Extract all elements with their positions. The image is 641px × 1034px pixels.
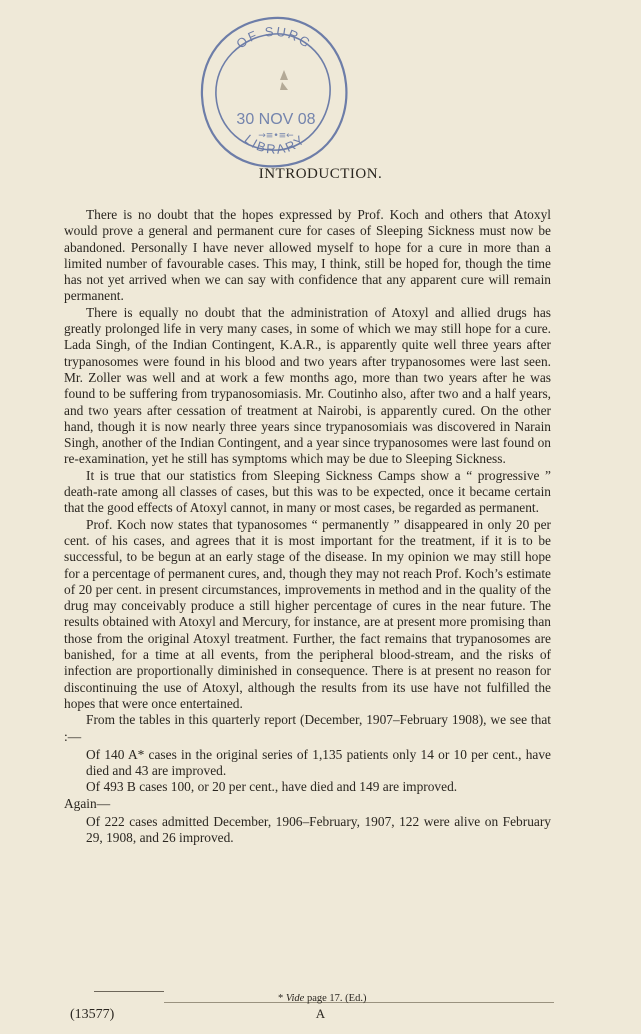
result-line: Of 140 A* cases in the original series of 1,135 patients only 14 or 10 per cent., have died and 43 are improved.: [86, 746, 551, 779]
section-heading: INTRODUCTION.: [258, 166, 383, 182]
document-body: [64, 207, 551, 847]
paragraph: From the tables in this quarterly report (December, 1907–February 1908), we see that :—: [64, 712, 551, 744]
again-label: Again—: [64, 795, 111, 811]
again-text: Of 222 cases admitted December, 1906–February, 1907, 122 were alive on February 29, 1908, and 26 improved.: [86, 813, 551, 846]
separator-rule: [94, 991, 164, 992]
stamp-date: 30 NOV 08: [236, 111, 316, 128]
footnote-marker: *: [278, 993, 286, 1004]
paragraph: There is no doubt that the hopes expressed by Prof. Koch and others that Atoxyl would prove a general and permanent cure for cases of Sleeping Sickness must now be abandoned. Personally I have never allowed myself to hope for a cure in more than a limited number of favourable cases. This may, I think, still be hoped for, though the time has not yet arrived when we can say with confidence that any apparent cure will remain permanent.: [64, 207, 551, 304]
svg-text:→≡•≡←: →≡•≡←: [258, 131, 294, 141]
paragraph: Prof. Koch now states that typanosomes “ permanently ” disappeared in only 20 per cent. of his cases, and agrees that it is most important for the treatment, if it is to be successful, to be begun at an early stage of the disease. In my opinion we may still hope for a percentage of permanent cures, and, though they may not reach Prof. Koch’s estimate of 20 per cent. in present circumstances, improvements in method and in the quality of the drug may conceivably produce a still higher percentage of cures in the near future. The results obtained with Atoxyl and Mercury, for instance, are at present more promising than those from the original Atoxyl treatment. Further, the fact remains that trypanosomes are banished, for a time at all events, from the peripheral blood-stream, and the risks of infection are proportionally diminished in consequence. There is at present no reason for discontinuing the use of Atoxyl, although the results from its use have not fulfilled the hopes that were once entertained.: [64, 516, 551, 711]
footnote: [278, 993, 366, 1004]
stamp-top-text: OF SURG: [233, 23, 315, 52]
footnote-vide: Vide: [285, 993, 305, 1004]
result-line: Of 493 B cases 100, or 20 per cent., have died and 149 are improved.: [86, 779, 458, 795]
library-stamp: [196, 12, 352, 172]
signature-mark: A: [315, 1006, 326, 1021]
print-code: (13577): [70, 1007, 115, 1022]
library-stamp-graphic: [196, 12, 352, 172]
footnote-text: page 17. (Ed.): [304, 993, 367, 1004]
svg-text:OF SURG: [233, 24, 314, 52]
stamp-bottom-text: LIBRARY: [241, 131, 309, 157]
paragraph: There is equally no doubt that the administration of Atoxyl and allied drugs has greatly prolonged life in very many cases, in some of which we may still hope for a cure. Lada Singh, of the Indian Contingent, K.A.R., is apparently quite well three years after trypanosomes were found in his blood and two years after trypanosomes were last seen. Mr. Zoller was well and at work a few months ago, more than two years after he was found to be suffering from trypanosomiasis. Mr. Coutinho also, after two and a half years, and two years after cessation of treatment at Nairobi, is apparently cured. On the other hand, though it is now nearly three years since trypanosomiais was discovered in Narain Singh, another of the Indian Contingent, and a year since trypanosomes were last found on re-examination, yet he still has symptoms which may be due to Sleeping Sickness.: [64, 304, 551, 467]
paragraph: It is true that our statistics from Sleeping Sickness Camps show a “ progressive ” death-rate among all classes of cases, but this was to be expected, once it became certain that the good effects of Atoxyl cannot, in many or most cases, be regarded as permanent.: [64, 467, 551, 516]
